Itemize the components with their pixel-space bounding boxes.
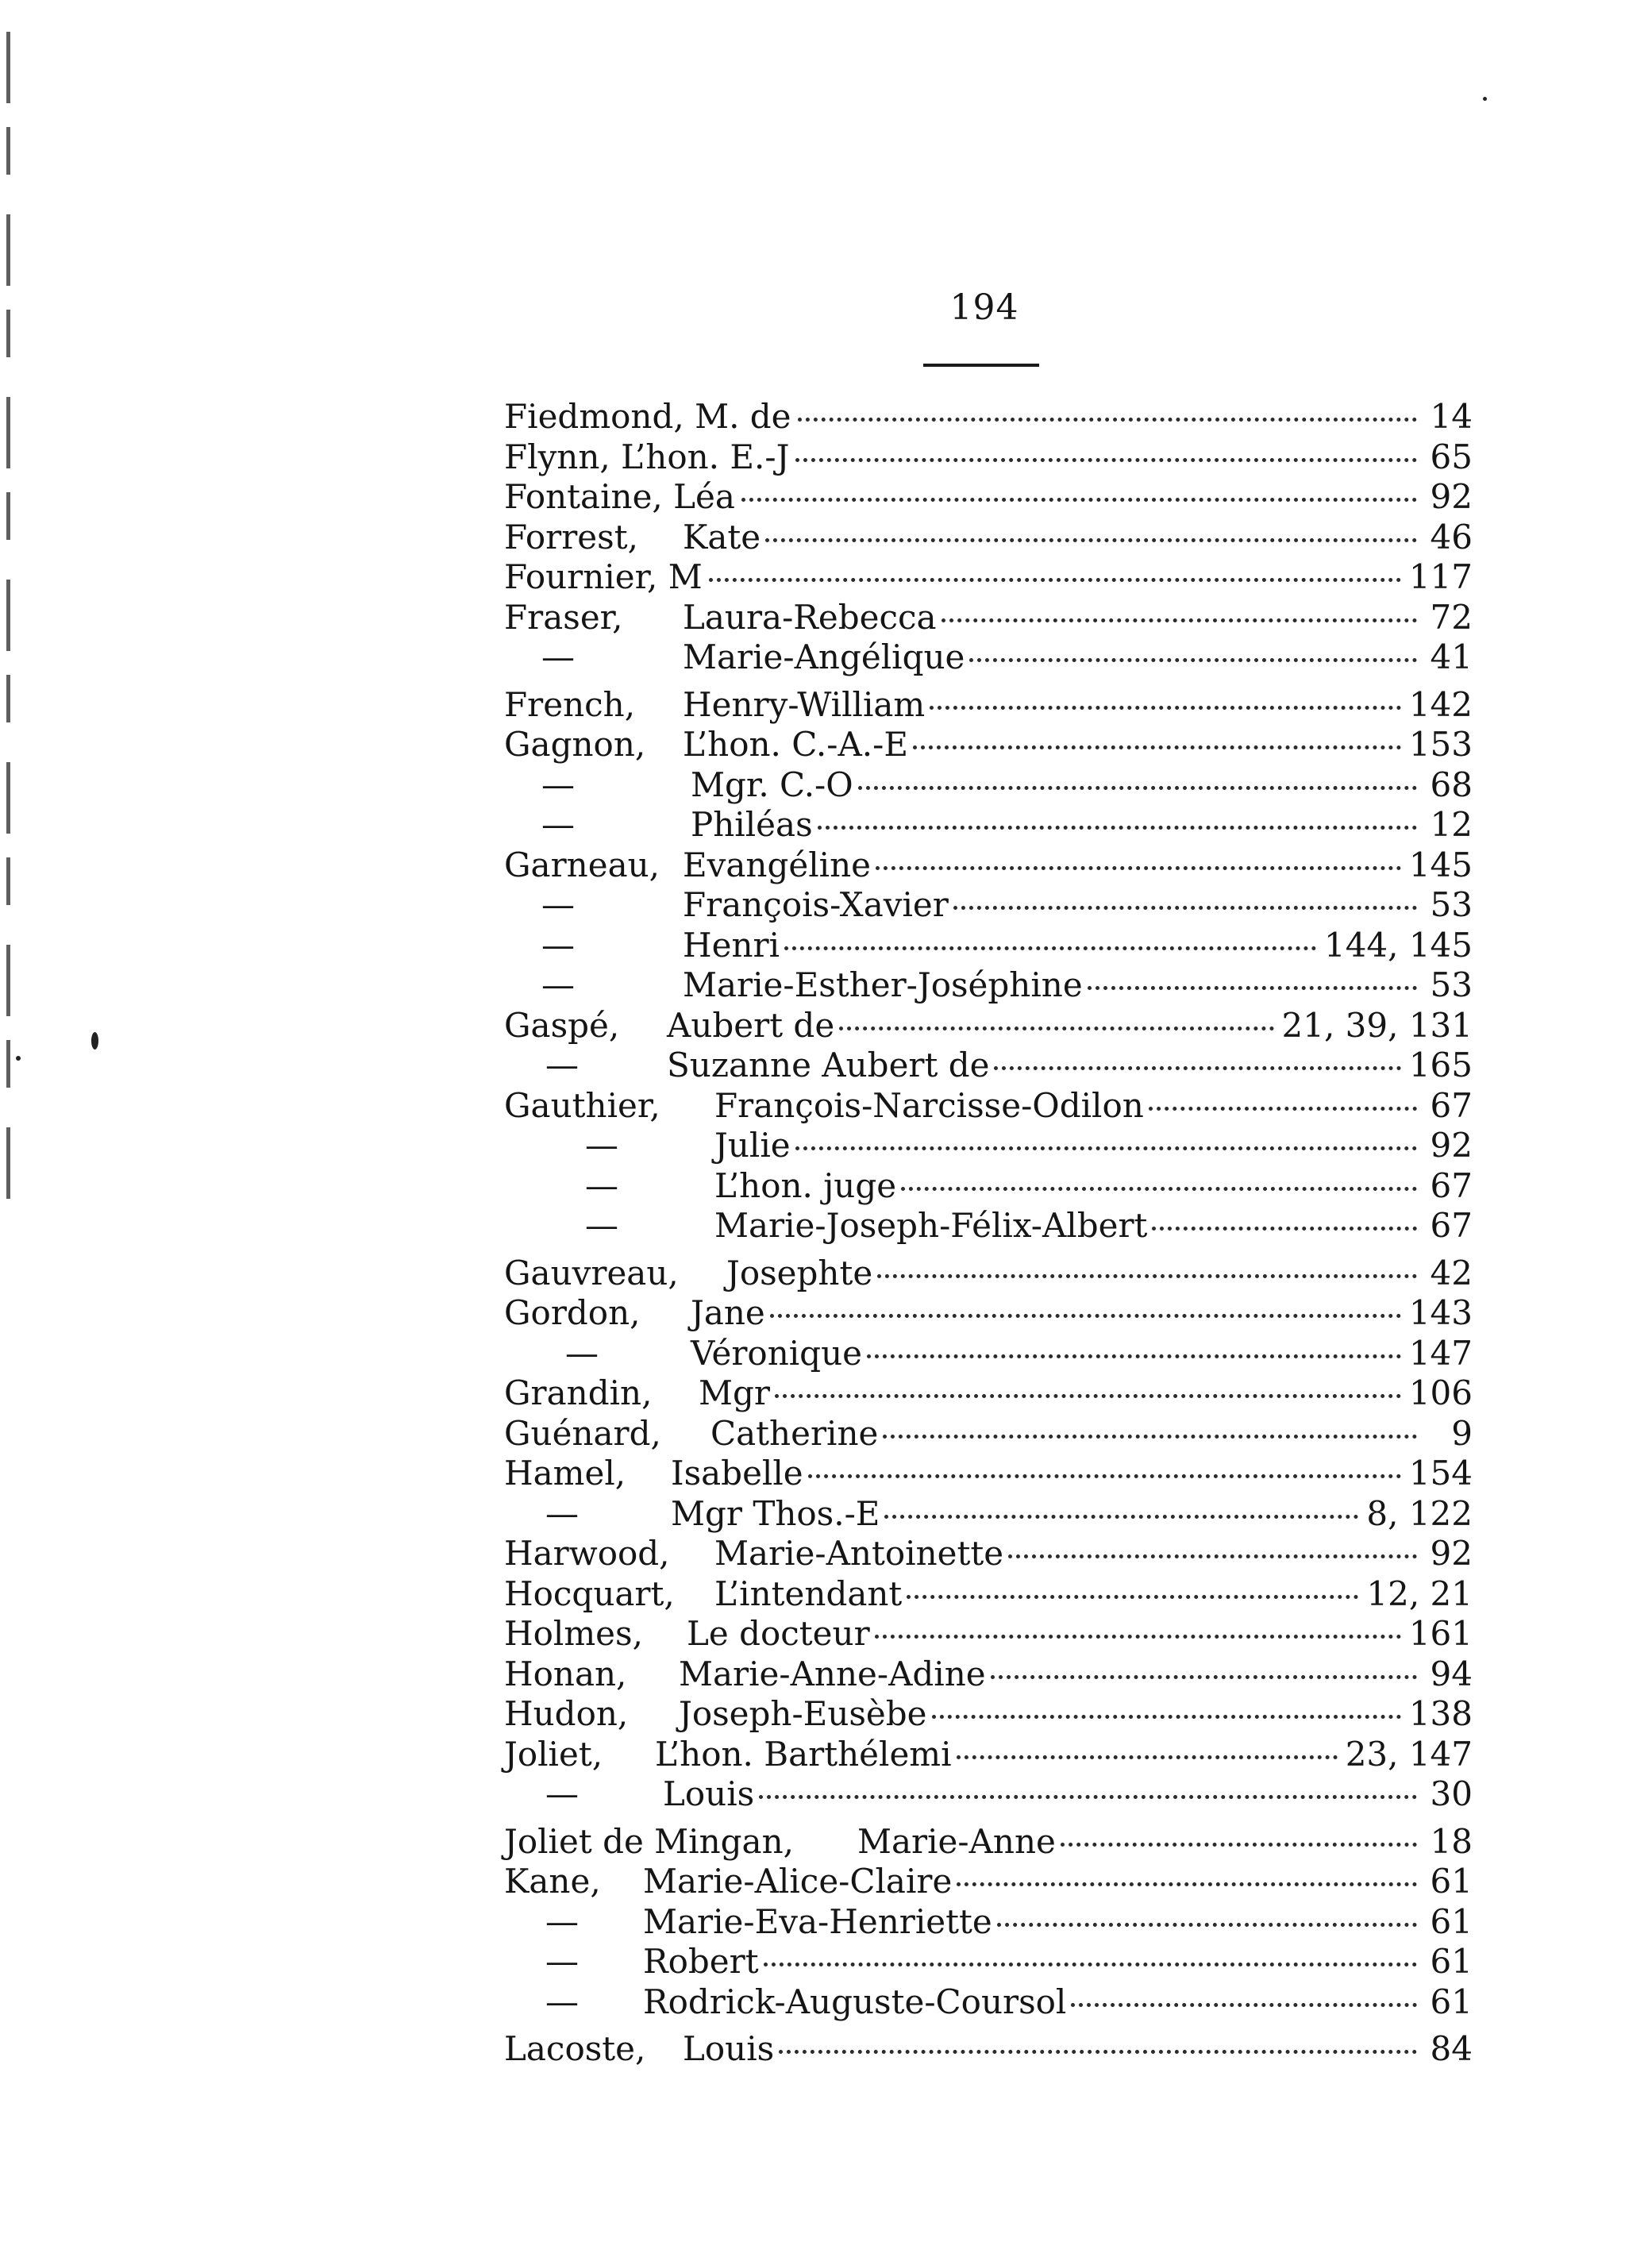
index-entry xyxy=(504,1862,1473,1902)
index-entry xyxy=(504,1414,1473,1454)
dot-leader xyxy=(808,1474,1401,1478)
dot-leader xyxy=(969,658,1417,662)
entry-given-name: Laura-Rebecca xyxy=(683,597,937,637)
entry-given-name: Véronique xyxy=(691,1333,862,1373)
page-reference: 67 xyxy=(1430,1206,1473,1245)
entry-surname: Guénard, xyxy=(504,1413,661,1453)
entry-surname: French, xyxy=(504,684,636,724)
entry-given-name: Suzanne Aubert de xyxy=(667,1046,990,1084)
dot-leader xyxy=(1088,986,1417,990)
index-entry xyxy=(504,557,1473,598)
page-reference: 106 xyxy=(1408,1373,1473,1412)
entry-given-name: Louis xyxy=(663,1774,755,1813)
dot-leader xyxy=(795,1146,1417,1150)
page-reference: 8, 122 xyxy=(1366,1493,1473,1533)
entry-given-name: Marie-Angélique xyxy=(683,638,965,676)
page-reference: 53 xyxy=(1430,965,1473,1004)
entry-surname: Forrest, xyxy=(504,517,638,557)
index-entry xyxy=(504,926,1473,966)
dot-leader xyxy=(839,1027,1273,1030)
dot-leader xyxy=(901,1187,1417,1191)
page-reference: 165 xyxy=(1408,1046,1473,1084)
dot-leader xyxy=(991,1675,1417,1679)
page-reference: 154 xyxy=(1408,1454,1473,1493)
entry-surname: Fontaine, Léa xyxy=(504,477,735,516)
index-entry xyxy=(504,1454,1473,1494)
page-reference: 61 xyxy=(1430,1901,1473,1941)
ditto-dash: — xyxy=(541,765,575,804)
dot-leader xyxy=(1071,2003,1417,2007)
dot-leader xyxy=(877,1274,1417,1278)
page-reference: 12 xyxy=(1430,805,1473,844)
index-entry xyxy=(504,846,1473,886)
page-reference: 18 xyxy=(1430,1821,1473,1861)
index-entry xyxy=(504,638,1473,678)
entry-given-name: Josephte xyxy=(726,1253,873,1292)
dot-leader xyxy=(867,1354,1401,1358)
page-reference: 61 xyxy=(1430,1982,1473,2021)
ditto-dash: — xyxy=(585,1126,618,1165)
dot-leader xyxy=(930,706,1401,710)
ditto-dash: — xyxy=(541,925,575,965)
dot-leader xyxy=(913,745,1401,749)
index-entry xyxy=(504,477,1473,518)
index-entry xyxy=(504,1334,1473,1374)
entry-given-name: Henri xyxy=(683,925,780,965)
ditto-dash: — xyxy=(541,638,575,676)
page-reference: 12, 21 xyxy=(1366,1574,1473,1613)
entry-surname: Hudon, xyxy=(504,1694,629,1733)
index-entry xyxy=(504,885,1473,926)
ditto-dash: — xyxy=(541,885,575,924)
entry-surname: Fournier, M xyxy=(504,557,703,596)
page-reference: 161 xyxy=(1408,1614,1473,1653)
entry-given-name: Julie xyxy=(714,1126,791,1165)
ink-speck xyxy=(16,1056,21,1061)
dot-leader xyxy=(764,1963,1417,1966)
dot-leader xyxy=(907,1595,1359,1599)
ink-speck xyxy=(91,1032,98,1050)
entry-given-name: Rodrick-Auguste-Coursol xyxy=(643,1982,1067,2021)
page-reference: 143 xyxy=(1408,1293,1473,1332)
index-entry xyxy=(504,1126,1473,1166)
entry-given-name: Henry-William xyxy=(683,684,926,724)
index-entry xyxy=(504,1614,1473,1654)
ditto-dash: — xyxy=(545,1901,579,1941)
entry-given-name: L’intendant xyxy=(714,1574,903,1613)
index-entry xyxy=(504,1494,1473,1535)
index-entry xyxy=(504,1534,1473,1574)
page-reference: 42 xyxy=(1430,1253,1473,1292)
dot-leader xyxy=(759,1795,1417,1799)
page-reference: 92 xyxy=(1430,1126,1473,1165)
dot-leader xyxy=(795,458,1417,462)
dot-leader xyxy=(1149,1107,1417,1111)
page-reference: 21, 39, 131 xyxy=(1281,1005,1473,1045)
entry-surname: Joliet, xyxy=(504,1734,603,1774)
entry-given-name: Mgr Thos.-E xyxy=(671,1493,880,1533)
entry-surname: Gordon, xyxy=(504,1293,641,1332)
page-reference: 61 xyxy=(1430,1942,1473,1981)
index-entry xyxy=(504,725,1473,765)
entry-given-name: Marie-Anne-Adine xyxy=(679,1654,986,1693)
index-entry xyxy=(504,1574,1473,1615)
index-entry xyxy=(504,1942,1473,1982)
entry-surname: Gagnon, xyxy=(504,725,646,764)
index-entry xyxy=(504,1982,1473,2023)
index-entry xyxy=(504,397,1473,437)
entry-given-name: Isabelle xyxy=(671,1454,803,1493)
ditto-dash: — xyxy=(565,1333,599,1373)
page-reference: 68 xyxy=(1430,765,1473,804)
entry-given-name: Philéas xyxy=(691,805,813,844)
dot-leader xyxy=(876,866,1401,870)
dot-leader xyxy=(818,826,1417,830)
page-reference: 144, 145 xyxy=(1323,925,1473,965)
entry-surname: Grandin, xyxy=(504,1373,653,1412)
dot-leader xyxy=(957,1755,1338,1759)
entry-surname: Harwood, xyxy=(504,1534,670,1573)
entry-given-name: Marie-Esther-Joséphine xyxy=(683,965,1083,1004)
dot-leader xyxy=(770,1314,1401,1318)
page-reference: 92 xyxy=(1430,477,1473,516)
entry-given-name: François-Xavier xyxy=(683,885,949,924)
page-reference: 9 xyxy=(1451,1413,1473,1453)
ditto-dash: — xyxy=(585,1165,618,1205)
page-reference: 92 xyxy=(1430,1534,1473,1573)
index-entry xyxy=(504,1694,1473,1735)
page-reference: 65 xyxy=(1430,437,1473,476)
entry-surname: Honan, xyxy=(504,1654,627,1693)
index-entry xyxy=(504,1373,1473,1414)
ditto-dash: — xyxy=(545,1942,579,1981)
ditto-dash: — xyxy=(541,805,575,844)
entry-surname: Lacoste, xyxy=(504,2029,646,2068)
dot-leader xyxy=(775,1394,1400,1398)
index-entry xyxy=(504,598,1473,638)
index-entry xyxy=(504,1902,1473,1943)
index-entry xyxy=(504,685,1473,726)
ditto-dash: — xyxy=(585,1206,618,1245)
header-rule xyxy=(923,364,1039,367)
dot-leader xyxy=(875,1635,1401,1639)
index-entry xyxy=(504,437,1473,478)
dot-leader xyxy=(784,946,1316,950)
entry-surname: Garneau, xyxy=(504,845,660,884)
ink-speck xyxy=(1483,97,1487,101)
page-reference: 153 xyxy=(1408,725,1473,764)
index-entry xyxy=(504,518,1473,558)
page-reference: 147 xyxy=(1408,1333,1473,1373)
page-number: 194 xyxy=(949,287,1019,328)
entry-surname: Gauthier, xyxy=(504,1085,660,1125)
index-entry xyxy=(504,1206,1473,1246)
dot-leader xyxy=(858,786,1417,790)
entry-surname: Joliet de Mingan, xyxy=(504,1821,794,1861)
entry-given-name: François-Narcisse-Odilon xyxy=(714,1085,1144,1125)
entry-given-name: Catherine xyxy=(710,1413,879,1453)
entry-surname: Hocquart, xyxy=(504,1574,675,1613)
entry-given-name: Marie-Eva-Henriette xyxy=(643,1901,992,1941)
entry-given-name: Marie-Joseph-Félix-Albert xyxy=(714,1206,1148,1245)
entry-given-name: Mgr. C.-O xyxy=(691,765,853,804)
index-entry xyxy=(504,1006,1473,1046)
page-reference: 61 xyxy=(1430,1862,1473,1901)
dot-leader xyxy=(957,1882,1417,1886)
index-entry xyxy=(504,1822,1473,1862)
index-entry xyxy=(504,965,1473,1006)
ditto-dash: — xyxy=(541,965,575,1004)
dot-leader xyxy=(942,618,1417,622)
page-reference: 53 xyxy=(1430,885,1473,924)
ditto-dash: — xyxy=(545,1493,579,1533)
dot-leader xyxy=(932,1715,1401,1719)
page-reference: 67 xyxy=(1430,1085,1473,1125)
entry-given-name: Kate xyxy=(683,517,761,557)
page-reference: 84 xyxy=(1430,2029,1473,2068)
dot-leader xyxy=(883,1435,1417,1439)
entry-given-name: Evangéline xyxy=(683,845,871,884)
page-edge-shadow xyxy=(6,32,10,1223)
index-entry xyxy=(504,765,1473,806)
entry-surname: Kane, xyxy=(504,1862,601,1901)
dot-leader xyxy=(997,1923,1417,1927)
entry-surname: Fiedmond, M. de xyxy=(504,397,791,436)
index-list xyxy=(504,397,1473,2070)
dot-leader xyxy=(953,906,1417,910)
entry-given-name: Le docteur xyxy=(687,1614,870,1653)
dot-leader xyxy=(1008,1554,1417,1558)
page-reference: 14 xyxy=(1430,397,1473,436)
entry-surname: Hamel, xyxy=(504,1454,626,1493)
entry-given-name: Mgr xyxy=(699,1373,770,1412)
entry-given-name: L’hon. juge xyxy=(714,1165,897,1205)
index-entry xyxy=(504,1086,1473,1127)
ditto-dash: — xyxy=(545,1046,579,1084)
dot-leader xyxy=(779,2050,1417,2054)
dot-leader xyxy=(1061,1843,1417,1847)
entry-surname: Gaspé, xyxy=(504,1005,620,1045)
index-entry xyxy=(504,1046,1473,1086)
page-reference: 23, 147 xyxy=(1345,1734,1473,1774)
entry-surname: Gauvreau, xyxy=(504,1253,679,1292)
dot-leader xyxy=(1152,1227,1417,1231)
entry-given-name: Marie-Antoinette xyxy=(714,1534,1004,1573)
dot-leader xyxy=(798,418,1417,422)
index-entry xyxy=(504,2029,1473,2070)
page-reference: 145 xyxy=(1408,845,1473,884)
entry-given-name: Louis xyxy=(683,2029,775,2068)
page-reference: 138 xyxy=(1408,1694,1473,1733)
entry-surname: Fraser, xyxy=(504,597,623,637)
index-entry xyxy=(504,1774,1473,1815)
entry-given-name: L’hon. C.-A.-E xyxy=(683,725,908,764)
page-reference: 46 xyxy=(1430,517,1473,557)
dot-leader xyxy=(884,1515,1358,1519)
entry-given-name: Marie-Anne xyxy=(857,1821,1056,1861)
dot-leader xyxy=(709,578,1401,582)
page-reference: 117 xyxy=(1408,557,1473,596)
page-reference: 67 xyxy=(1430,1165,1473,1205)
ditto-dash: — xyxy=(545,1774,579,1813)
entry-surname: Flynn, L’hon. E.-J xyxy=(504,437,790,476)
page-reference: 94 xyxy=(1430,1654,1473,1693)
index-entry xyxy=(504,1654,1473,1695)
index-entry xyxy=(504,1166,1473,1207)
entry-given-name: Jane xyxy=(691,1293,765,1332)
entry-given-name: Aubert de xyxy=(667,1005,835,1045)
entry-surname: Holmes, xyxy=(504,1614,643,1653)
page-reference: 142 xyxy=(1408,684,1473,724)
index-entry xyxy=(504,1254,1473,1294)
ditto-dash: — xyxy=(545,1982,579,2021)
index-entry xyxy=(504,805,1473,846)
entry-given-name: L’hon. Barthélemi xyxy=(655,1734,952,1774)
entry-given-name: Joseph-Eusèbe xyxy=(679,1694,927,1733)
index-entry xyxy=(504,1293,1473,1334)
dot-leader xyxy=(765,538,1417,542)
page-reference: 30 xyxy=(1430,1774,1473,1813)
entry-given-name: Marie-Alice-Claire xyxy=(643,1862,953,1901)
dot-leader xyxy=(741,498,1417,502)
index-entry xyxy=(504,1735,1473,1775)
page-reference: 41 xyxy=(1430,638,1473,676)
entry-given-name: Robert xyxy=(643,1942,759,1981)
dot-leader xyxy=(994,1066,1401,1070)
page-reference: 72 xyxy=(1430,597,1473,637)
